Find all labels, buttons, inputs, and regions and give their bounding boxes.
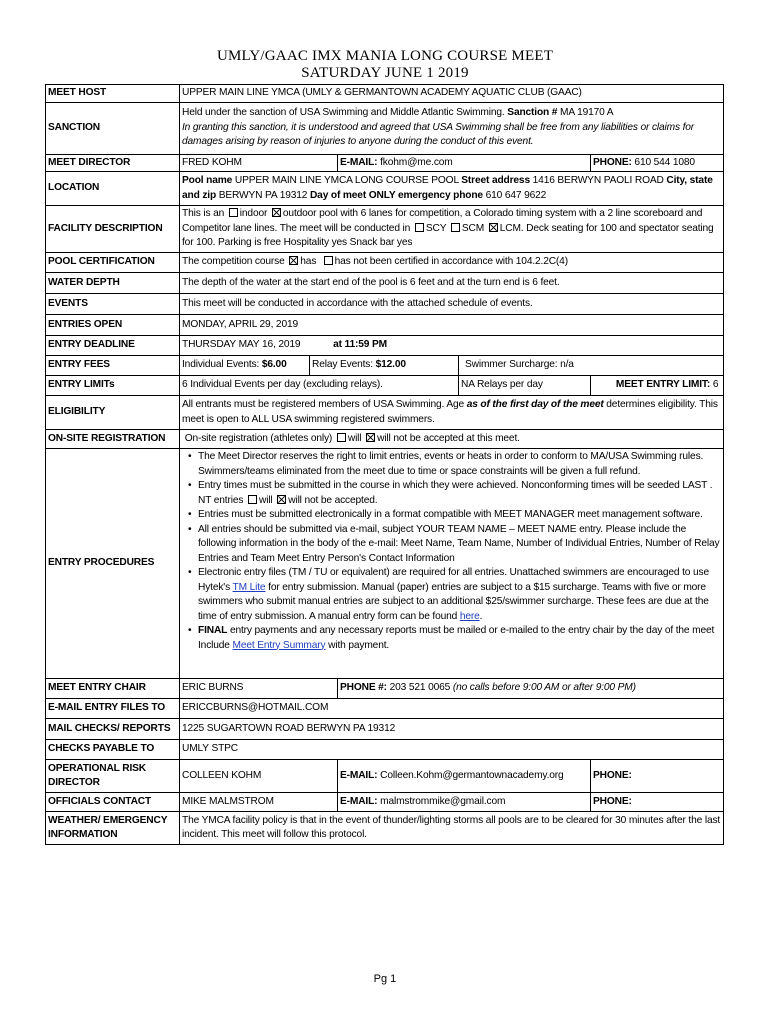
has-not-checkbox[interactable]	[324, 256, 333, 265]
label-entry-deadline: ENTRY DEADLINE	[46, 336, 180, 356]
facility-value	[180, 206, 724, 253]
scm-checkbox[interactable]	[451, 223, 460, 232]
director-email: fkohm@me.com	[380, 156, 453, 168]
entry-chair-phone-label: PHONE #:	[340, 682, 387, 694]
indoor-checkbox[interactable]	[229, 208, 238, 217]
procedure-item	[198, 523, 721, 567]
procedure-6-text-a: entry payments and any necessary reports must be mailed or e-mailed to the entry chair by the day of the meet Include	[198, 625, 715, 651]
onsite-will-checkbox[interactable]	[337, 433, 346, 442]
pool-name: UPPER MAIN LINE YMCA LONG COURSE POOL	[234, 175, 459, 186]
sanction-value	[180, 102, 724, 154]
meet-entry-limit-label: MEET ENTRY LIMIT:	[615, 379, 711, 391]
manual-entry-form-link[interactable]: here	[459, 610, 480, 622]
procedure-3-text: Entries must be submitted electronically in a format compatible with MEET MANAGER meet management software.	[198, 509, 703, 520]
label-meet-host: MEET HOST	[46, 85, 180, 103]
mail-checks-value: 1225 SUGARTOWN ROAD BERWYN PA 19312	[180, 719, 724, 740]
procedure-item	[198, 508, 721, 523]
label-water-depth: WATER DEPTH	[46, 273, 180, 294]
procedure-4-text: All entries should be submitted via e-mail, subject YOUR TEAM NAME – MEET NAME entry. Please include the following information in the body of the e-mail: Meet Name, Team Name, Number of Individual Entries, Number of Relay Entries and Team Meet Entry Person's Contact Information	[198, 523, 720, 564]
procedures-list	[182, 450, 721, 653]
sanction-disclaimer: In granting this sanction, it is understood and agreed that USA Swimming shall be free from any liabilities or claims for damages arising by reason of injuries to anyone during the conduct of this event.	[182, 121, 695, 148]
risk-director-phone-label: PHONE:	[593, 769, 632, 781]
weather-value: The YMCA facility policy is that in the event of thunder/lighting storms all pools are to be cleared for 30 minutes after the last incident. This meet will follow this protocol.	[180, 812, 724, 845]
individual-fee: $6.00	[261, 359, 287, 371]
individual-limit	[180, 376, 459, 396]
procedure-item	[198, 479, 721, 508]
sanction-number: MA 19170 A	[560, 107, 614, 119]
officials-email-cell	[338, 793, 591, 812]
procedure-item	[198, 566, 721, 624]
label-eligibility: ELIGIBILITY	[46, 396, 180, 430]
label-facility: FACILITY DESCRIPTION	[46, 206, 180, 253]
has-label: has	[300, 256, 317, 268]
label-risk-director: OPERATIONAL RISK DIRECTOR	[46, 760, 180, 793]
email-files-value: ERICCBURNS@HOTMAIL.COM	[180, 699, 724, 719]
deadline-time: at 11:59 PM	[333, 339, 387, 351]
deadline-date: THURSDAY MAY 16, 2019	[182, 339, 301, 351]
label-location: LOCATION	[46, 172, 180, 206]
swimmer-surcharge: Swimmer Surcharge: n/a	[459, 356, 724, 376]
street: 1416 BERWYN PAOLI ROAD	[532, 175, 664, 186]
officials-email-label: E-MAIL:	[340, 795, 378, 807]
location-value	[180, 172, 724, 206]
label-entry-limits: ENTRY LIMITs	[46, 376, 180, 396]
label-weather: WEATHER/ EMERGENCY INFORMATION	[46, 812, 180, 845]
emergency-phone: 610 647 9622	[485, 189, 547, 201]
pool-cert-text-a: The competition course	[182, 256, 285, 268]
risk-director-email: Colleen.Kohm@germantownacademy.org	[380, 769, 564, 781]
label-officials: OFFICIALS CONTACT	[46, 793, 180, 812]
procedure-5-text-a: Electronic entry files (TM / TU or equivalent) are required for all entries. Unattached swimmers are encouraged to use Hytek's	[198, 567, 709, 593]
outdoor-checkbox[interactable]	[272, 208, 281, 217]
procedure-5-text-b: for entry submission. Manual (paper) entries are subject to a $15 surcharge. Teams with five or more swimmers who submit manual entries are subject to an additional $25/swimmer surcharge. These fees are due at the time of entry submission. A manual entry form can be found	[198, 581, 709, 622]
label-mail-checks: MAIL CHECKS/ REPORTS	[46, 719, 180, 740]
scm-label: SCM	[461, 222, 485, 234]
label-events: EVENTS	[46, 294, 180, 315]
individual-fee-cell	[180, 356, 310, 376]
label-entry-fees: ENTRY FEES	[46, 356, 180, 376]
pool-cert-value	[180, 253, 724, 273]
meet-date: SATURDAY JUNE 1 2019	[301, 65, 469, 81]
pool-cert-text-b: has not been certified in accordance with 104.2.2C(4)	[334, 256, 568, 268]
meet-entry-limit-cell	[591, 376, 724, 396]
onsite-value	[180, 430, 724, 449]
nt-will-not-checkbox[interactable]	[277, 495, 286, 504]
officials-phone-label: PHONE:	[593, 795, 632, 807]
director-email-label: E-MAIL:	[340, 156, 378, 168]
tm-lite-link[interactable]: TM Lite	[232, 581, 266, 593]
label-pool-cert: POOL CERTIFICATION	[46, 253, 180, 273]
procedures-value	[180, 449, 724, 679]
individual-fee-label: Individual Events:	[182, 359, 260, 371]
label-email-files: E-MAIL ENTRY FILES TO	[46, 699, 180, 719]
officials-email: malmstrommike@gmail.com	[380, 795, 506, 807]
entry-chair-note: (no calls before 9:00 AM or after 9:00 PM)	[452, 682, 636, 694]
facility-text-c: LCM. Deck seating for 100 and spectator seating for 100. Parking is free Hospitality yes Snack bar yes	[182, 222, 714, 249]
procedure-1-text: The Meet Director reserves the right to limit entries, events or heats in order to conform to MA/USA Swimming rules. Swimmers/teams eliminated from the meet due to time or space constraints will be given a full refund.	[198, 451, 704, 477]
facility-text-b: outdoor pool with 6 lanes for competition, a Colorado timing system with a 2 line scoreboard and Competitor lane lines. The meet will be conducted in	[182, 208, 703, 234]
relay-fee-cell	[310, 356, 459, 376]
officials-phone-cell	[591, 793, 724, 812]
meet-title: UMLY/GAAC IMX MANIA LONG COURSE MEET	[216, 48, 554, 64]
relay-fee: $12.00	[375, 359, 406, 371]
label-sanction: SANCTION	[46, 102, 180, 154]
individual-limit-text: 6 Individual Events per day (excluding relays).	[182, 379, 383, 391]
nt-will-checkbox[interactable]	[248, 495, 257, 504]
eligibility-value	[180, 396, 724, 430]
scy-label: SCY	[425, 222, 447, 234]
entry-chair-name: ERIC BURNS	[180, 679, 338, 699]
meet-info-table	[45, 84, 724, 845]
director-phone-cell	[591, 154, 724, 172]
label-procedures: ENTRY PROCEDURES	[46, 449, 180, 679]
indoor-label: indoor	[239, 208, 268, 220]
checks-payable-value: UMLY STPC	[180, 740, 724, 760]
procedure-2-text-a: Entry times must be submitted in the course in which they were achieved. Nonconforming times will be seeded LAST . NT entries	[198, 480, 713, 506]
city: BERWYN PA 19312	[218, 189, 308, 201]
page-number: Pg 1	[373, 973, 397, 985]
director-email-cell	[338, 154, 591, 172]
onsite-text-a: On-site registration (athletes only)	[184, 432, 333, 444]
entry-chair-phone: 203 521 0065	[389, 682, 451, 694]
meet-entry-summary-link[interactable]: Meet Entry Summary	[232, 639, 326, 651]
risk-director-email-label: E-MAIL:	[340, 769, 378, 781]
pool-name-label: Pool name	[182, 175, 233, 186]
label-entry-chair: MEET ENTRY CHAIR	[46, 679, 180, 699]
risk-director-phone-cell	[591, 760, 724, 793]
meet-host-value: UPPER MAIN LINE YMCA (UMLY & GERMANTOWN ACADEMY AQUATIC CLUB (GAAC)	[180, 85, 724, 103]
officials-name: MIKE MALMSTROM	[180, 793, 338, 812]
water-depth-value: The depth of the water at the start end of the pool is 6 feet and at the turn end is 6 feet.	[180, 273, 724, 294]
procedure-6-text-b: with payment.	[328, 639, 390, 651]
label-onsite: ON-SITE REGISTRATION	[46, 430, 180, 449]
procedure-6-bold: FINAL	[198, 625, 228, 636]
eligibility-text-a: All entrants must be registered members of USA Swimming. Age	[182, 399, 465, 410]
label-meet-director: MEET DIRECTOR	[46, 154, 180, 172]
eligibility-text-b: determines eligibility. This meet is open to ALL USA swimming registered swimmers.	[182, 399, 718, 425]
onsite-will-label: will	[347, 432, 362, 444]
procedure-item	[198, 450, 721, 479]
facility-text-a: This is an	[182, 208, 225, 220]
director-phone: 610 544 1080	[634, 156, 695, 168]
director-phone-label: PHONE:	[593, 156, 632, 168]
city-label: City, state and zip	[182, 175, 713, 201]
onsite-text-b: will not be accepted at this meet.	[377, 432, 520, 444]
emergency-phone-label: Day of meet ONLY emergency phone	[309, 189, 483, 201]
risk-director-email-cell	[338, 760, 591, 793]
nt-will-label: will	[259, 494, 273, 506]
entry-deadline-value	[180, 336, 724, 356]
events-value: This meet will be conducted in accordance with the attached schedule of events.	[180, 294, 724, 315]
procedure-2-text-b: will not be accepted.	[288, 494, 378, 506]
entry-chair-phone-cell	[338, 679, 724, 699]
sanction-number-label: Sanction #	[507, 107, 558, 119]
eligibility-emphasis: as of the first day of the meet	[466, 399, 604, 410]
relay-fee-label: Relay Events:	[312, 359, 373, 371]
director-name: FRED KOHM	[180, 154, 338, 172]
entries-open-value: MONDAY, APRIL 29, 2019	[180, 315, 724, 336]
street-label: Street address	[461, 175, 530, 186]
meet-entry-limit: 6	[712, 379, 719, 391]
has-checkbox[interactable]	[289, 256, 298, 265]
lcm-checkbox[interactable]	[489, 223, 498, 232]
label-checks-payable: CHECKS PAYABLE TO	[46, 740, 180, 760]
risk-director-name: COLLEEN KOHM	[180, 760, 338, 793]
procedure-5-text-c: .	[479, 610, 483, 622]
relay-limit: NA Relays per day	[459, 376, 591, 396]
scy-checkbox[interactable]	[415, 223, 424, 232]
label-entries-open: ENTRIES OPEN	[46, 315, 180, 336]
onsite-will-not-checkbox[interactable]	[366, 433, 375, 442]
sanction-held: Held under the sanction of USA Swimming and Middle Atlantic Swimming.	[182, 107, 505, 119]
procedure-item	[198, 624, 721, 653]
